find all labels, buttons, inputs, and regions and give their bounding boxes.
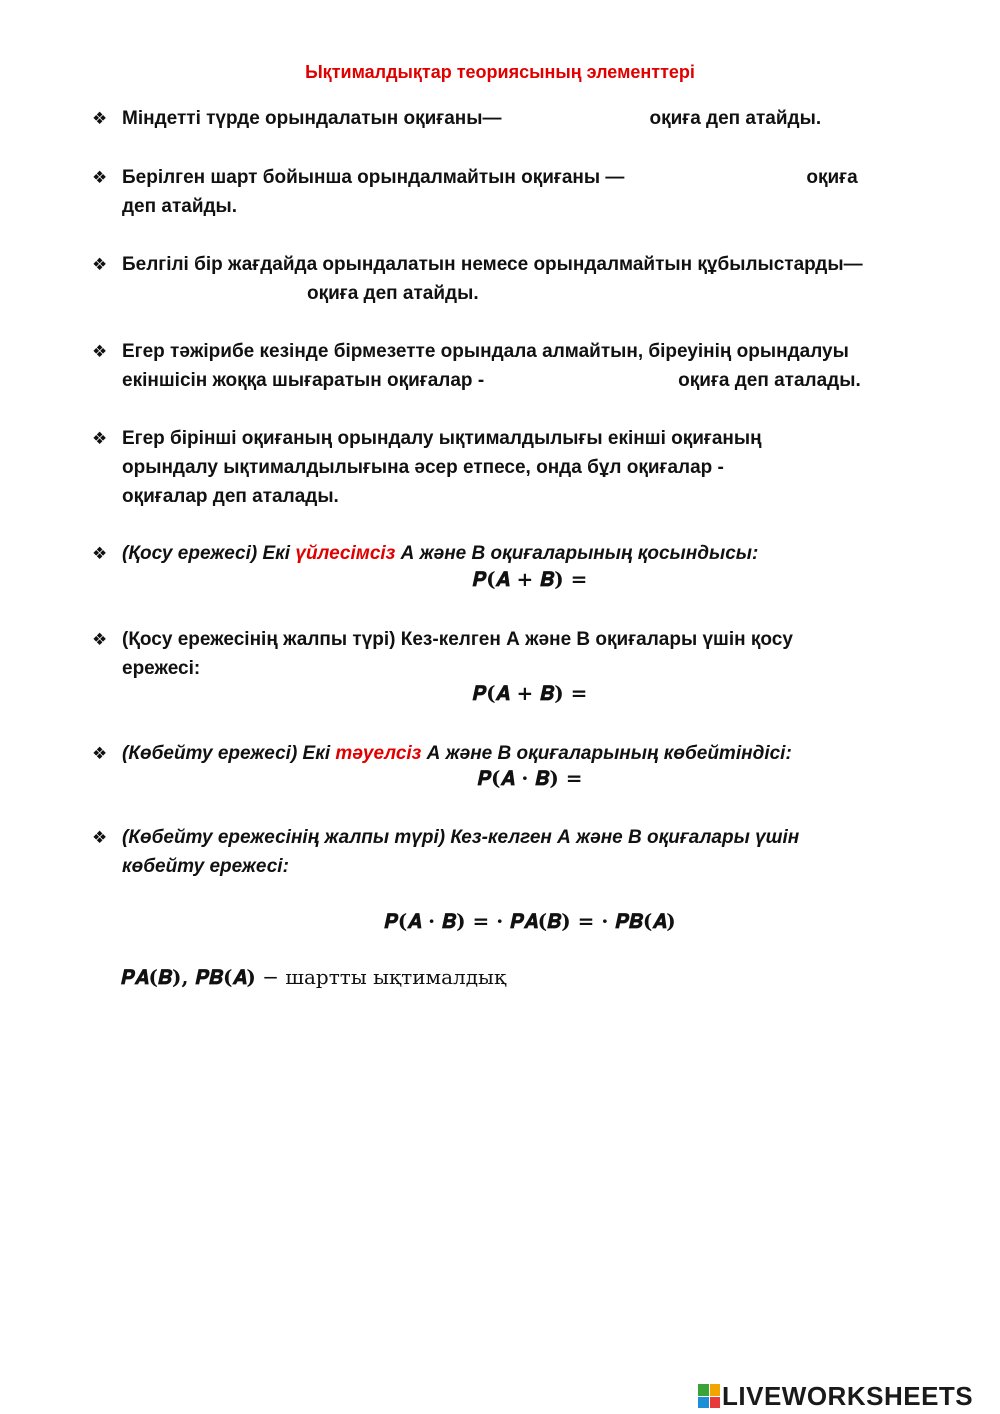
statement-5-line2: орындалу ықтималдылығына әсер етпесе, онда бұл оқиғалар -	[122, 457, 724, 478]
statement-2-text: Берілген шарт бойынша орындалмайтын оқиғаны —	[122, 167, 625, 188]
bullet-icon: ❖	[92, 109, 108, 128]
conditional-probability-note	[121, 965, 506, 990]
statement-9-line2: көбейту ережесі:	[122, 856, 289, 877]
statement-9	[92, 823, 952, 881]
formula-multiplication: 𝑷(𝑨 · 𝑩) =	[477, 766, 583, 790]
statement-4-tail: оқиға деп аталады.	[678, 370, 861, 391]
formula-addition-general: 𝑷(𝑨 + 𝑩) =	[472, 681, 588, 705]
bullet-icon: ❖	[92, 828, 108, 847]
formula-multiplication-general: 𝑷(𝑨 · 𝑩) = · 𝑷𝑨(𝑩) = · 𝑷𝑩(𝑨)	[384, 909, 676, 933]
keyword-incompatible: үйлесімсіз	[295, 543, 396, 564]
statement-6-tail: А және В оқиғаларының қосындысы:	[395, 543, 759, 564]
statement-8-tail: А және В оқиғаларының көбейтіндісі:	[421, 743, 792, 764]
statement-1	[92, 104, 952, 133]
statement-3	[92, 250, 952, 308]
liveworksheets-logo	[698, 1378, 998, 1414]
statement-6-text: (Қосу ережесі) Екі	[122, 543, 296, 564]
statement-7	[92, 625, 952, 683]
logo-mark-icon	[698, 1384, 720, 1408]
bullet-icon: ❖	[92, 342, 108, 361]
note-math: 𝑷𝑨(𝑩), 𝑷𝑩(𝑨)	[121, 965, 256, 989]
bullet-icon: ❖	[92, 255, 108, 274]
statement-7-text: (Қосу ережесінің жалпы түрі) Кез-келген А және В оқиғалары үшін қосу	[122, 629, 793, 650]
statement-2	[92, 163, 952, 221]
statement-6	[92, 539, 952, 568]
keyword-independent: тәуелсіз	[335, 743, 422, 764]
statement-9-text: (Көбейту ережесінің жалпы түрі) Кез-келген А және В оқиғалары үшін	[122, 827, 800, 848]
bullet-icon: ❖	[92, 429, 108, 448]
statement-4-text: Егер тәжірибе кезінде бірмезетте орындала алмайтын, біреуінің орындалуы	[122, 341, 849, 362]
statement-5-line3: оқиғалар деп аталады.	[122, 486, 339, 507]
statement-8	[92, 739, 952, 768]
logo-text: LIVEWORKSHEETS	[722, 1380, 974, 1411]
statement-4-line2: екіншісін жоққа шығаратын оқиғалар -	[122, 370, 485, 391]
statement-2-line2: деп атайды.	[122, 196, 238, 217]
statement-3-text: Белгілі бір жағдайда орындалатын немесе орындалмайтын құбылыстарды—	[122, 254, 863, 275]
formula-addition: 𝑷(𝑨 + 𝑩) =	[472, 567, 588, 591]
note-text: − шартты ықтималдық	[255, 965, 507, 989]
statement-5	[92, 424, 952, 511]
bullet-icon: ❖	[92, 544, 108, 563]
bullet-icon: ❖	[92, 630, 108, 649]
statement-3-tail: оқиға деп атайды.	[307, 283, 479, 304]
statement-5-text: Егер бірінші оқиғаның орындалу ықтималдылығы екінші оқиғаның	[122, 428, 762, 449]
page-title: Ықтималдықтар теориясының элементтері	[305, 62, 695, 82]
bullet-icon: ❖	[92, 168, 108, 187]
statement-1-text: Міндетті түрде орындалатын оқиғаны—	[122, 108, 502, 129]
statement-8-text: (Көбейту ережесі) Екі	[122, 743, 336, 764]
statement-2-tail: оқиға	[806, 167, 858, 188]
statement-7-line2: ережесі:	[122, 658, 201, 679]
bullet-icon: ❖	[92, 744, 108, 763]
statement-1-tail: оқиға деп атайды.	[649, 108, 822, 129]
statement-4	[92, 337, 952, 395]
